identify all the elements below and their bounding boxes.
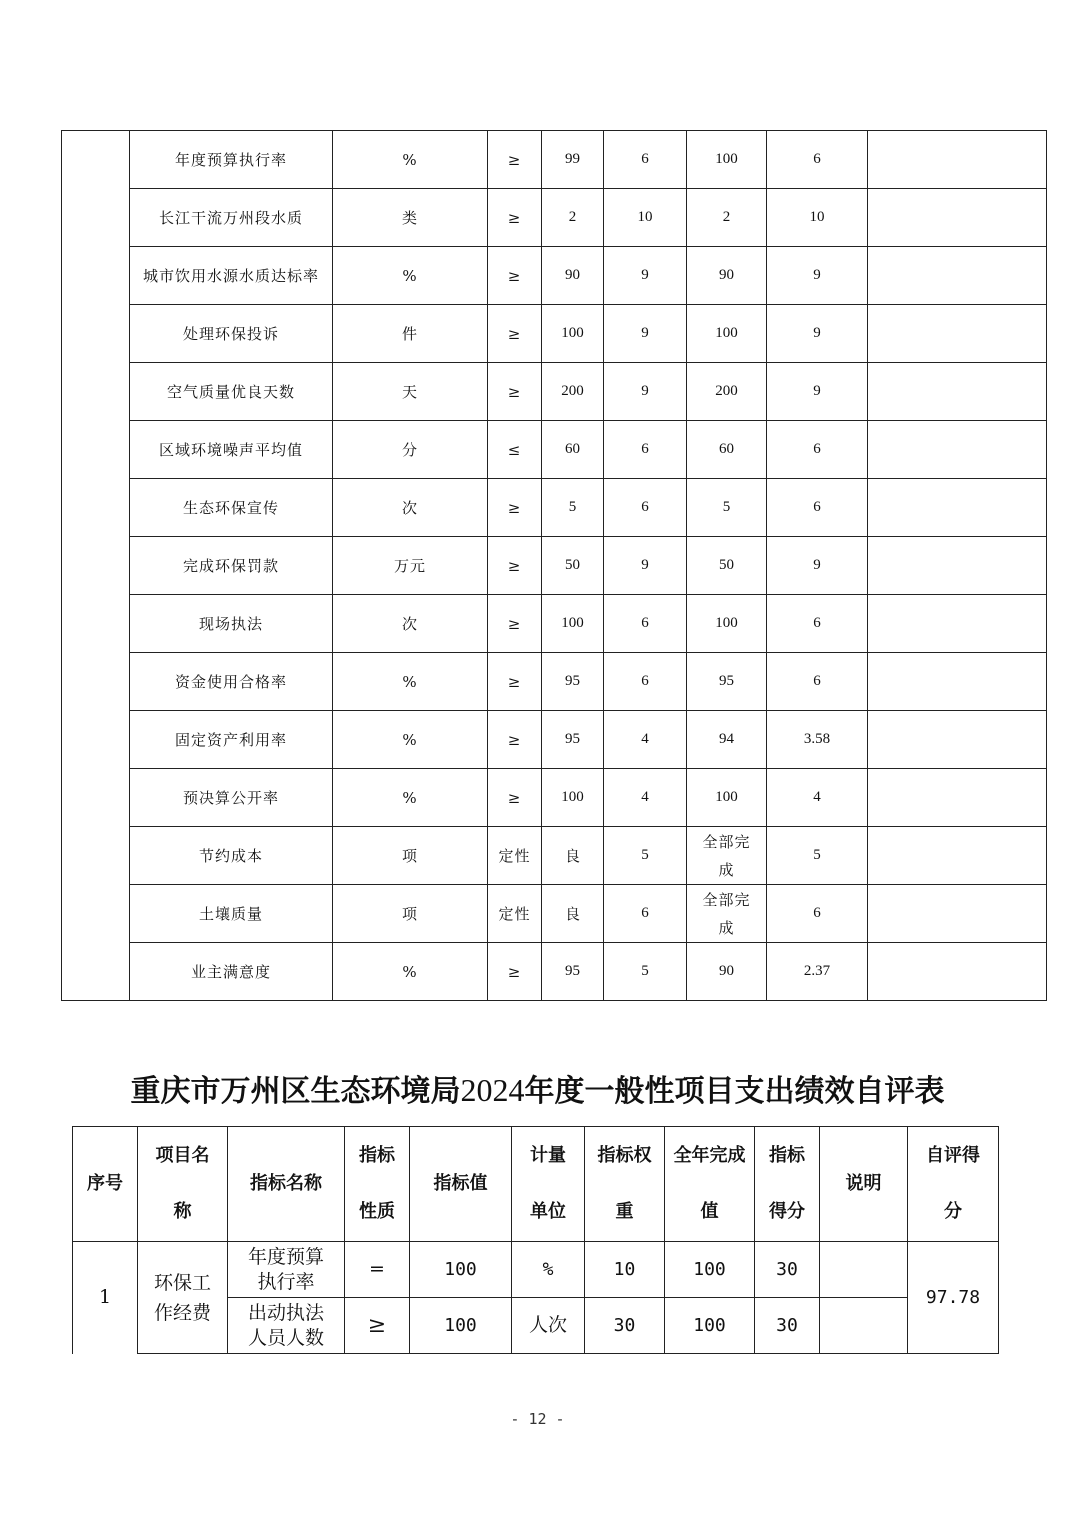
indicator-unit: 项 — [333, 827, 488, 885]
indicator-value: 良 — [542, 827, 604, 885]
indicator-weight: 6 — [604, 479, 687, 537]
indicator-score: 3.58 — [767, 711, 868, 769]
indicator-name: 生态环保宣传 — [130, 479, 333, 537]
indicator-nature: ≥ — [488, 479, 542, 537]
table-row — [62, 247, 1047, 305]
indicator-value: 100 — [542, 305, 604, 363]
indicator-note — [868, 769, 1047, 827]
project-index: 1 — [73, 1242, 138, 1354]
indicator-score: 4 — [767, 769, 868, 827]
indicator-unit: % — [333, 943, 488, 1001]
table-row — [62, 479, 1047, 537]
indicator-unit: % — [512, 1242, 585, 1298]
performance-self-evaluation-table — [72, 1126, 999, 1354]
table-row — [62, 827, 1047, 885]
indicator-actual: 95 — [687, 653, 767, 711]
indicator-table-continued — [61, 130, 1047, 1001]
indicator-value: 2 — [542, 189, 604, 247]
indicator-value: 100 — [542, 595, 604, 653]
indicator-name: 年度预算执行率 — [228, 1242, 345, 1298]
indicator-nature: ≥ — [488, 131, 542, 189]
indicator-weight: 30 — [585, 1298, 665, 1354]
indicator-weight: 10 — [604, 189, 687, 247]
indicator-name: 节约成本 — [130, 827, 333, 885]
indicator-nature: ≥ — [488, 595, 542, 653]
indicator-nature: ≤ — [488, 421, 542, 479]
indicator-nature: 定性 — [488, 885, 542, 943]
indicator-note — [868, 827, 1047, 885]
indicator-name: 区域环境噪声平均值 — [130, 421, 333, 479]
indicator-actual: 5 — [687, 479, 767, 537]
indicator-weight: 6 — [604, 131, 687, 189]
indicator-name: 处理环保投诉 — [130, 305, 333, 363]
indicator-name: 年度预算执行率 — [130, 131, 333, 189]
table-row — [62, 131, 1047, 189]
table-row — [62, 943, 1047, 1001]
indicator-name: 资金使用合格率 — [130, 653, 333, 711]
indicator-score: 9 — [767, 305, 868, 363]
header-cell: 计量单位 — [512, 1127, 585, 1242]
indicator-score: 6 — [767, 885, 868, 943]
indicator-score: 6 — [767, 479, 868, 537]
indicator-unit: 分 — [333, 421, 488, 479]
indicator-actual: 全部完成 — [687, 827, 767, 885]
indicator-weight: 5 — [604, 827, 687, 885]
indicator-weight: 6 — [604, 885, 687, 943]
header-row — [73, 1127, 999, 1242]
indicator-unit: 人次 — [512, 1298, 585, 1354]
indicator-value: 90 — [542, 247, 604, 305]
indicator-actual: 100 — [665, 1298, 755, 1354]
indicator-nature: ≥ — [488, 711, 542, 769]
indicator-unit: 项 — [333, 885, 488, 943]
header-cell: 指标性质 — [345, 1127, 410, 1242]
indicator-weight: 10 — [585, 1242, 665, 1298]
indicator-actual: 60 — [687, 421, 767, 479]
indicator-name: 预决算公开率 — [130, 769, 333, 827]
indicator-value: 99 — [542, 131, 604, 189]
indicator-value: 95 — [542, 943, 604, 1001]
project-name: 环保工作经费 — [138, 1242, 228, 1354]
indicator-nature: ≥ — [488, 363, 542, 421]
indicator-name: 固定资产利用率 — [130, 711, 333, 769]
blank-merged-cell — [62, 131, 130, 1001]
indicator-weight: 9 — [604, 363, 687, 421]
indicator-nature: ≥ — [488, 305, 542, 363]
table-row — [62, 711, 1047, 769]
indicator-note — [868, 363, 1047, 421]
indicator-note — [868, 421, 1047, 479]
indicator-value: 200 — [542, 363, 604, 421]
indicator-unit: % — [333, 769, 488, 827]
indicator-actual: 200 — [687, 363, 767, 421]
indicator-nature: ≥ — [488, 537, 542, 595]
indicator-note — [868, 885, 1047, 943]
indicator-actual: 94 — [687, 711, 767, 769]
indicator-unit: % — [333, 653, 488, 711]
header-cell: 项目名称 — [138, 1127, 228, 1242]
table-row — [62, 653, 1047, 711]
indicator-note — [868, 479, 1047, 537]
indicator-value: 50 — [542, 537, 604, 595]
indicator-nature: ≥ — [488, 943, 542, 1001]
indicator-value: 95 — [542, 653, 604, 711]
indicator-name: 土壤质量 — [130, 885, 333, 943]
indicator-name: 业主满意度 — [130, 943, 333, 1001]
indicator-actual: 90 — [687, 247, 767, 305]
indicator-actual: 100 — [687, 595, 767, 653]
table-title: 重庆市万州区生态环境局2024年度一般性项目支出绩效自评表 — [130, 1072, 945, 1109]
indicator-note — [868, 943, 1047, 1001]
table-row — [62, 189, 1047, 247]
table-row — [62, 769, 1047, 827]
indicator-weight: 6 — [604, 653, 687, 711]
indicator-unit: % — [333, 131, 488, 189]
table-row — [62, 885, 1047, 943]
header-cell: 指标权重 — [585, 1127, 665, 1242]
indicator-nature: ≥ — [345, 1298, 410, 1354]
indicator-unit: 次 — [333, 479, 488, 537]
indicator-actual: 50 — [687, 537, 767, 595]
indicator-actual: 90 — [687, 943, 767, 1001]
indicator-unit: 类 — [333, 189, 488, 247]
indicator-score: 5 — [767, 827, 868, 885]
indicator-nature: 定性 — [488, 827, 542, 885]
header-cell: 自评得分 — [908, 1127, 999, 1242]
indicator-weight: 9 — [604, 305, 687, 363]
indicator-score: 10 — [767, 189, 868, 247]
indicator-name: 出动执法人员人数 — [228, 1298, 345, 1354]
indicator-score: 6 — [767, 421, 868, 479]
indicator-note — [868, 189, 1047, 247]
indicator-score: 2.37 — [767, 943, 868, 1001]
indicator-nature: ≥ — [488, 247, 542, 305]
indicator-weight: 5 — [604, 943, 687, 1001]
indicator-nature: ≥ — [488, 769, 542, 827]
indicator-value: 5 — [542, 479, 604, 537]
indicator-note — [868, 595, 1047, 653]
indicator-actual: 100 — [687, 305, 767, 363]
table-row — [62, 537, 1047, 595]
page-number: - 12 - — [510, 1410, 565, 1428]
indicator-value: 95 — [542, 711, 604, 769]
indicator-score: 30 — [755, 1298, 820, 1354]
indicator-weight: 9 — [604, 247, 687, 305]
indicator-nature: ≥ — [488, 653, 542, 711]
table-row — [62, 305, 1047, 363]
indicator-note — [868, 653, 1047, 711]
indicator-note — [868, 711, 1047, 769]
self-evaluation-score: 97.78 — [908, 1242, 999, 1354]
indicator-unit: 天 — [333, 363, 488, 421]
indicator-value: 良 — [542, 885, 604, 943]
indicator-actual: 2 — [687, 189, 767, 247]
indicator-note — [820, 1242, 908, 1298]
indicator-unit: 件 — [333, 305, 488, 363]
indicator-score: 30 — [755, 1242, 820, 1298]
table-row — [62, 595, 1047, 653]
indicator-value: 100 — [410, 1242, 512, 1298]
indicator-score: 9 — [767, 537, 868, 595]
indicator-nature: ≥ — [488, 189, 542, 247]
indicator-weight: 6 — [604, 595, 687, 653]
indicator-value: 100 — [542, 769, 604, 827]
indicator-unit: % — [333, 711, 488, 769]
indicator-value: 100 — [410, 1298, 512, 1354]
indicator-actual: 100 — [687, 769, 767, 827]
indicator-weight: 9 — [604, 537, 687, 595]
indicator-score: 9 — [767, 363, 868, 421]
indicator-score: 6 — [767, 595, 868, 653]
indicator-note — [868, 305, 1047, 363]
indicator-weight: 4 — [604, 769, 687, 827]
indicator-score: 6 — [767, 653, 868, 711]
header-cell: 全年完成值 — [665, 1127, 755, 1242]
table-row — [62, 421, 1047, 479]
indicator-unit: % — [333, 247, 488, 305]
indicator-value: 60 — [542, 421, 604, 479]
indicator-note — [868, 131, 1047, 189]
indicator-name: 现场执法 — [130, 595, 333, 653]
indicator-actual: 100 — [687, 131, 767, 189]
indicator-note — [868, 247, 1047, 305]
table-row — [62, 363, 1047, 421]
indicator-score: 9 — [767, 247, 868, 305]
indicator-name: 空气质量优良天数 — [130, 363, 333, 421]
indicator-name: 长江干流万州段水质 — [130, 189, 333, 247]
header-cell: 说明 — [820, 1127, 908, 1242]
header-cell: 指标值 — [410, 1127, 512, 1242]
indicator-score: 6 — [767, 131, 868, 189]
indicator-weight: 4 — [604, 711, 687, 769]
indicator-actual: 全部完成 — [687, 885, 767, 943]
indicator-unit: 次 — [333, 595, 488, 653]
indicator-weight: 6 — [604, 421, 687, 479]
header-cell: 指标名称 — [228, 1127, 345, 1242]
indicator-note — [868, 537, 1047, 595]
indicator-unit: 万元 — [333, 537, 488, 595]
indicator-actual: 100 — [665, 1242, 755, 1298]
indicator-nature: = — [345, 1242, 410, 1298]
indicator-name: 完成环保罚款 — [130, 537, 333, 595]
indicator-name: 城市饮用水源水质达标率 — [130, 247, 333, 305]
header-cell: 序号 — [73, 1127, 138, 1242]
indicator-note — [820, 1298, 908, 1354]
table-row — [73, 1242, 999, 1298]
header-cell: 指标得分 — [755, 1127, 820, 1242]
